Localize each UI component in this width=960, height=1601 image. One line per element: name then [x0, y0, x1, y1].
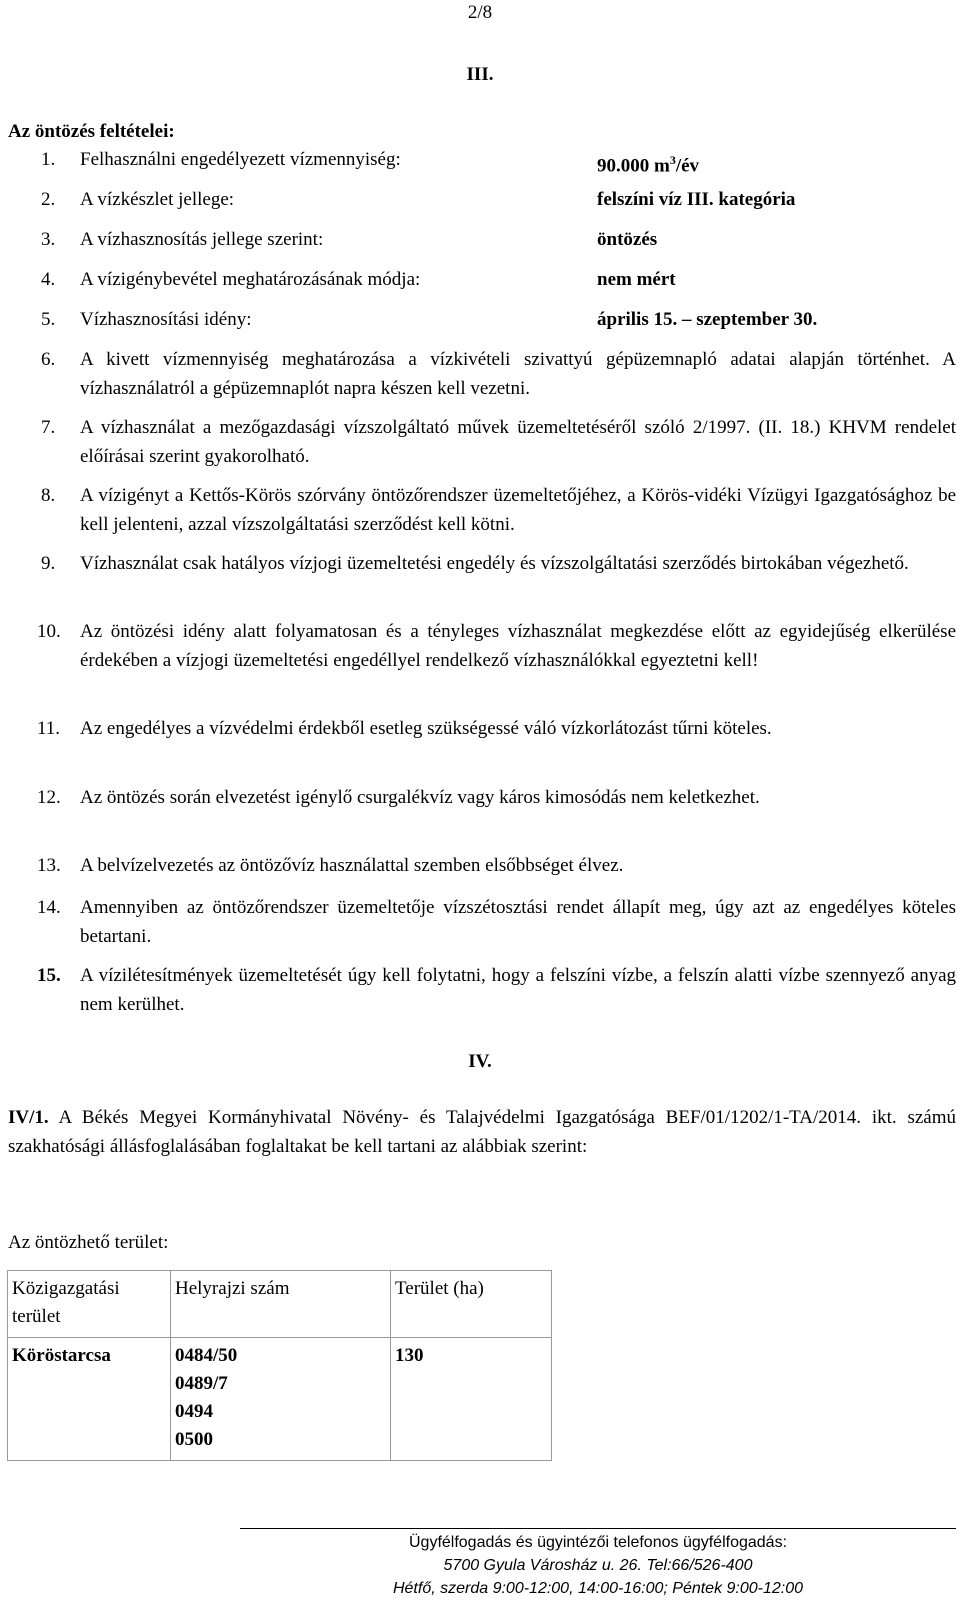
footer-hours: Hétfő, szerda 9:00-12:00, 14:00-16:00; Péntek 9:00-12:00 — [392, 1580, 804, 1597]
section-heading-iii: III. — [466, 64, 494, 85]
item-value: április 15. – szeptember 30. — [597, 309, 818, 330]
item-text: A vízigényt a Kettős-Körös szórvány öntözőrendszer üzemeltetőjéhez, a Körös-vidéki Vízügyi Igazgatósághoz be kell jelenteni, azzal vízszolgáltatási szerződést kell kötni. — [80, 485, 956, 535]
item-number: 14. — [37, 897, 61, 918]
item-value: felszíni víz III. kategória — [597, 189, 796, 210]
item-label: A vízigénybevétel meghatározásának módja: — [80, 269, 421, 290]
item-text: Vízhasználat csak hatályos vízjogi üzemeltetési engedély és vízszolgáltatási szerződés birtokában végezhető. — [80, 553, 909, 574]
item-value: öntözés — [597, 229, 658, 250]
item-number: 1. — [41, 149, 56, 170]
cell-municipality: Köröstarcsa — [8, 1338, 171, 1461]
parcel-number: 0500 — [175, 1429, 213, 1450]
item-label: A vízkészlet jellege: — [80, 189, 235, 210]
area-title: Az öntözhető terület: — [8, 1232, 169, 1253]
page-number: 2/8 — [467, 2, 493, 23]
parcel-number: 0494 — [175, 1401, 213, 1422]
item-number: 12. — [37, 787, 61, 808]
item-text: A vízilétesítmények üzemeltetését úgy kell folytatni, hogy a felszíni vízbe, a felszín alatti vízbe szennyező anyag nem kerülhet. — [80, 965, 956, 1015]
section-heading-iv: IV. — [468, 1051, 492, 1072]
table-row — [8, 1338, 552, 1461]
item-label: A vízhasznosítás jellege szerint: — [80, 229, 324, 250]
table-header-row — [8, 1271, 552, 1338]
item-number: 3. — [41, 229, 56, 250]
irrigable-area-table — [7, 1270, 552, 1461]
iv1-text: A Békés Megyei Kormányhivatal Növény- és Talajvédelmi Igazgatósága BEF/01/1202/1-TA/2014. ikt. számú szakhatósági állásfoglalásában foglaltakat be kell tartani az alábbiak szerint: — [8, 1107, 956, 1157]
item-number: 5. — [41, 309, 56, 330]
footer-office-hours-title: Ügyfélfogadás és ügyintézői telefonos ügyfélfogadás: — [408, 1534, 788, 1551]
parcel-number: 0489/7 — [175, 1373, 228, 1394]
item-label: Felhasználni engedélyezett vízmennyiség: — [80, 149, 401, 170]
conditions-title: Az öntözés feltételei: — [8, 121, 175, 142]
header-municipality: Közigazgatási terület — [8, 1271, 171, 1338]
item-number: 11. — [37, 718, 61, 739]
cell-parcels — [171, 1338, 391, 1461]
footer-divider — [240, 1528, 956, 1529]
item-text: Amennyiben az öntözőrendszer üzemeltetője vízszétosztási rendet állapít meg, úgy azt az engedélyes köteles betartani. — [80, 897, 956, 947]
item-text: A belvízelvezetés az öntözővíz használattal szemben elsőbbséget élvez. — [80, 855, 624, 876]
item-number: 8. — [41, 485, 56, 506]
item-value: 90.000 $m^3/év$ — [597, 153, 700, 177]
header-parcel-number: Helyrajzi szám — [171, 1271, 391, 1338]
item-text: Az öntözés során elvezetést igénylő csurgalékvíz vagy káros kimosódás nem keletkezhet. — [80, 787, 760, 808]
cell-area: 130 — [391, 1338, 552, 1461]
header-area: Terület (ha) — [391, 1271, 552, 1338]
parcel-number: 0484/50 — [175, 1345, 238, 1366]
item-number: 15. — [37, 965, 61, 986]
item-number: 13. — [37, 855, 61, 876]
item-label: Vízhasznosítási idény: — [80, 309, 252, 330]
item-text: Az engedélyes a vízvédelmi érdekből esetleg szükségessé váló vízkorlátozást tűrni köteles. — [80, 718, 772, 739]
item-number: 7. — [41, 417, 56, 438]
item-text: A kivett vízmennyiség meghatározása a vízkivételi szivattyú gépüzemnapló adatai alapján történhet. A vízhasználatról a gépüzemnaplót napra készen kell vezetni. — [80, 349, 956, 399]
item-text: Az öntözési idény alatt folyamatosan és a tényleges vízhasználat megkezdése előtt az egyidejűség elkerülése érdekében a vízjogi üzemeltetési engedéllyel rendelkező vízhasználókkal egyeztetni kell! — [80, 621, 956, 671]
item-number: 4. — [41, 269, 56, 290]
item-number: 10. — [37, 621, 61, 642]
item-number: 9. — [41, 553, 56, 574]
iv1-label: IV/1. — [8, 1107, 49, 1128]
item-number: 6. — [41, 349, 56, 370]
footer-address: 5700 Gyula Városház u. 26. Tel:66/526-400 — [443, 1557, 753, 1574]
iv1-paragraph — [8, 1103, 956, 1161]
item-text: A vízhasználat a mezőgazdasági vízszolgáltató művek üzemeltetéséről szóló 2/1997. (II. 18.) KHVM rendelet előírásai szerint gyakorolható. — [80, 417, 956, 467]
superscript: 3 — [669, 153, 676, 167]
item-number: 2. — [41, 189, 56, 210]
item-value: nem mért — [597, 269, 676, 290]
